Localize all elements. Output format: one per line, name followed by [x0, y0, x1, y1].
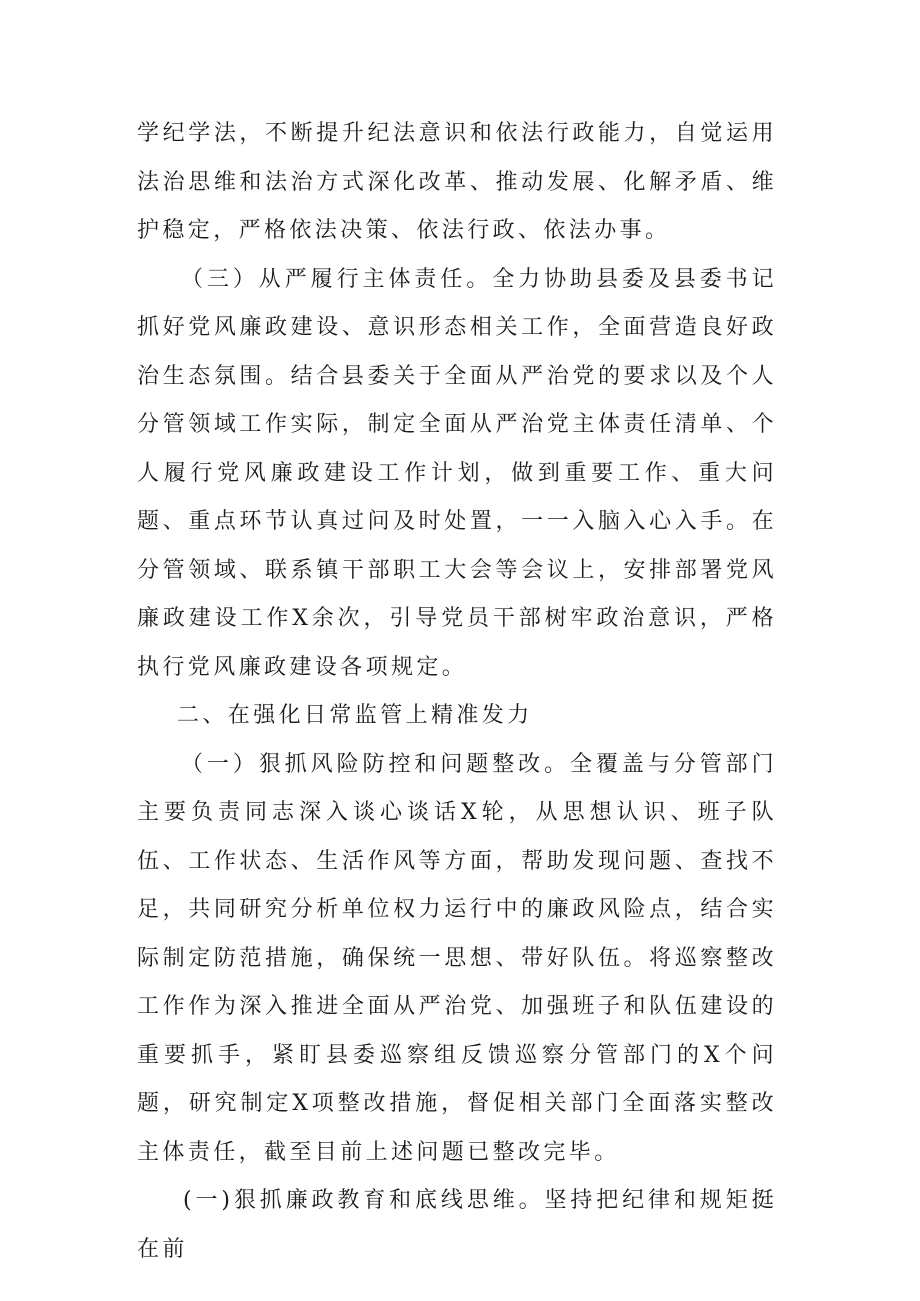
paragraph-subsection-1: （一）狠抓风险防控和问题整改。全覆盖与分管部门主要负责同志深入谈心谈话X轮，从思想认识、班子队伍、工作状态、生活作风等方面，帮助发现问题、查找不足，共同研究分析单位权力运行中的廉政风险点，结合实际制定防范措施，确保统一思想、带好队伍。将巡察整改工作作为深入推进全面从严治党、加强班子和队伍建设的重要抓手，紧盯县委巡察组反馈巡察分管部门的X个问题，研究制定X项整改措施，督促相关部门全面落实整改主体责任，截至目前上述问题已整改完毕。 — [137, 751, 777, 1165]
paragraph-continuation: 学纪学法，不断提升纪法意识和依法行政能力，自觉运用法治思维和法治方式深化改革、推动发展、化解矛盾、维护稳定，严格依法决策、依法行政、依法办事。 — [137, 121, 777, 243]
paragraph-subsection-1-second: (一)狠抓廉政教育和底线思维。坚持把纪律和规矩挺在前 — [137, 1188, 777, 1262]
section-heading-2: 二、在强化日常监管上精准发力 — [177, 703, 533, 728]
document-body — [137, 110, 777, 1274]
paragraph-subsection-3: （三）从严履行主体责任。全力协助县委及县委书记抓好党风廉政建设、意识形态相关工作，全面营造良好政治生态氛围。结合县委关于全面从严治党的要求以及个人分管领域工作实际，制定全面从严治党主体责任清单、个人履行党风廉政建设工作计划，做到重要工作、重大问题、重点环节认真过问及时处置，一一入脑入心入手。在分管领域、联系镇干部职工大会等会议上，安排部署党风廉政建设工作X余次，引导党员干部树牢政治意识，严格执行党风廉政建设各项规定。 — [137, 266, 777, 680]
